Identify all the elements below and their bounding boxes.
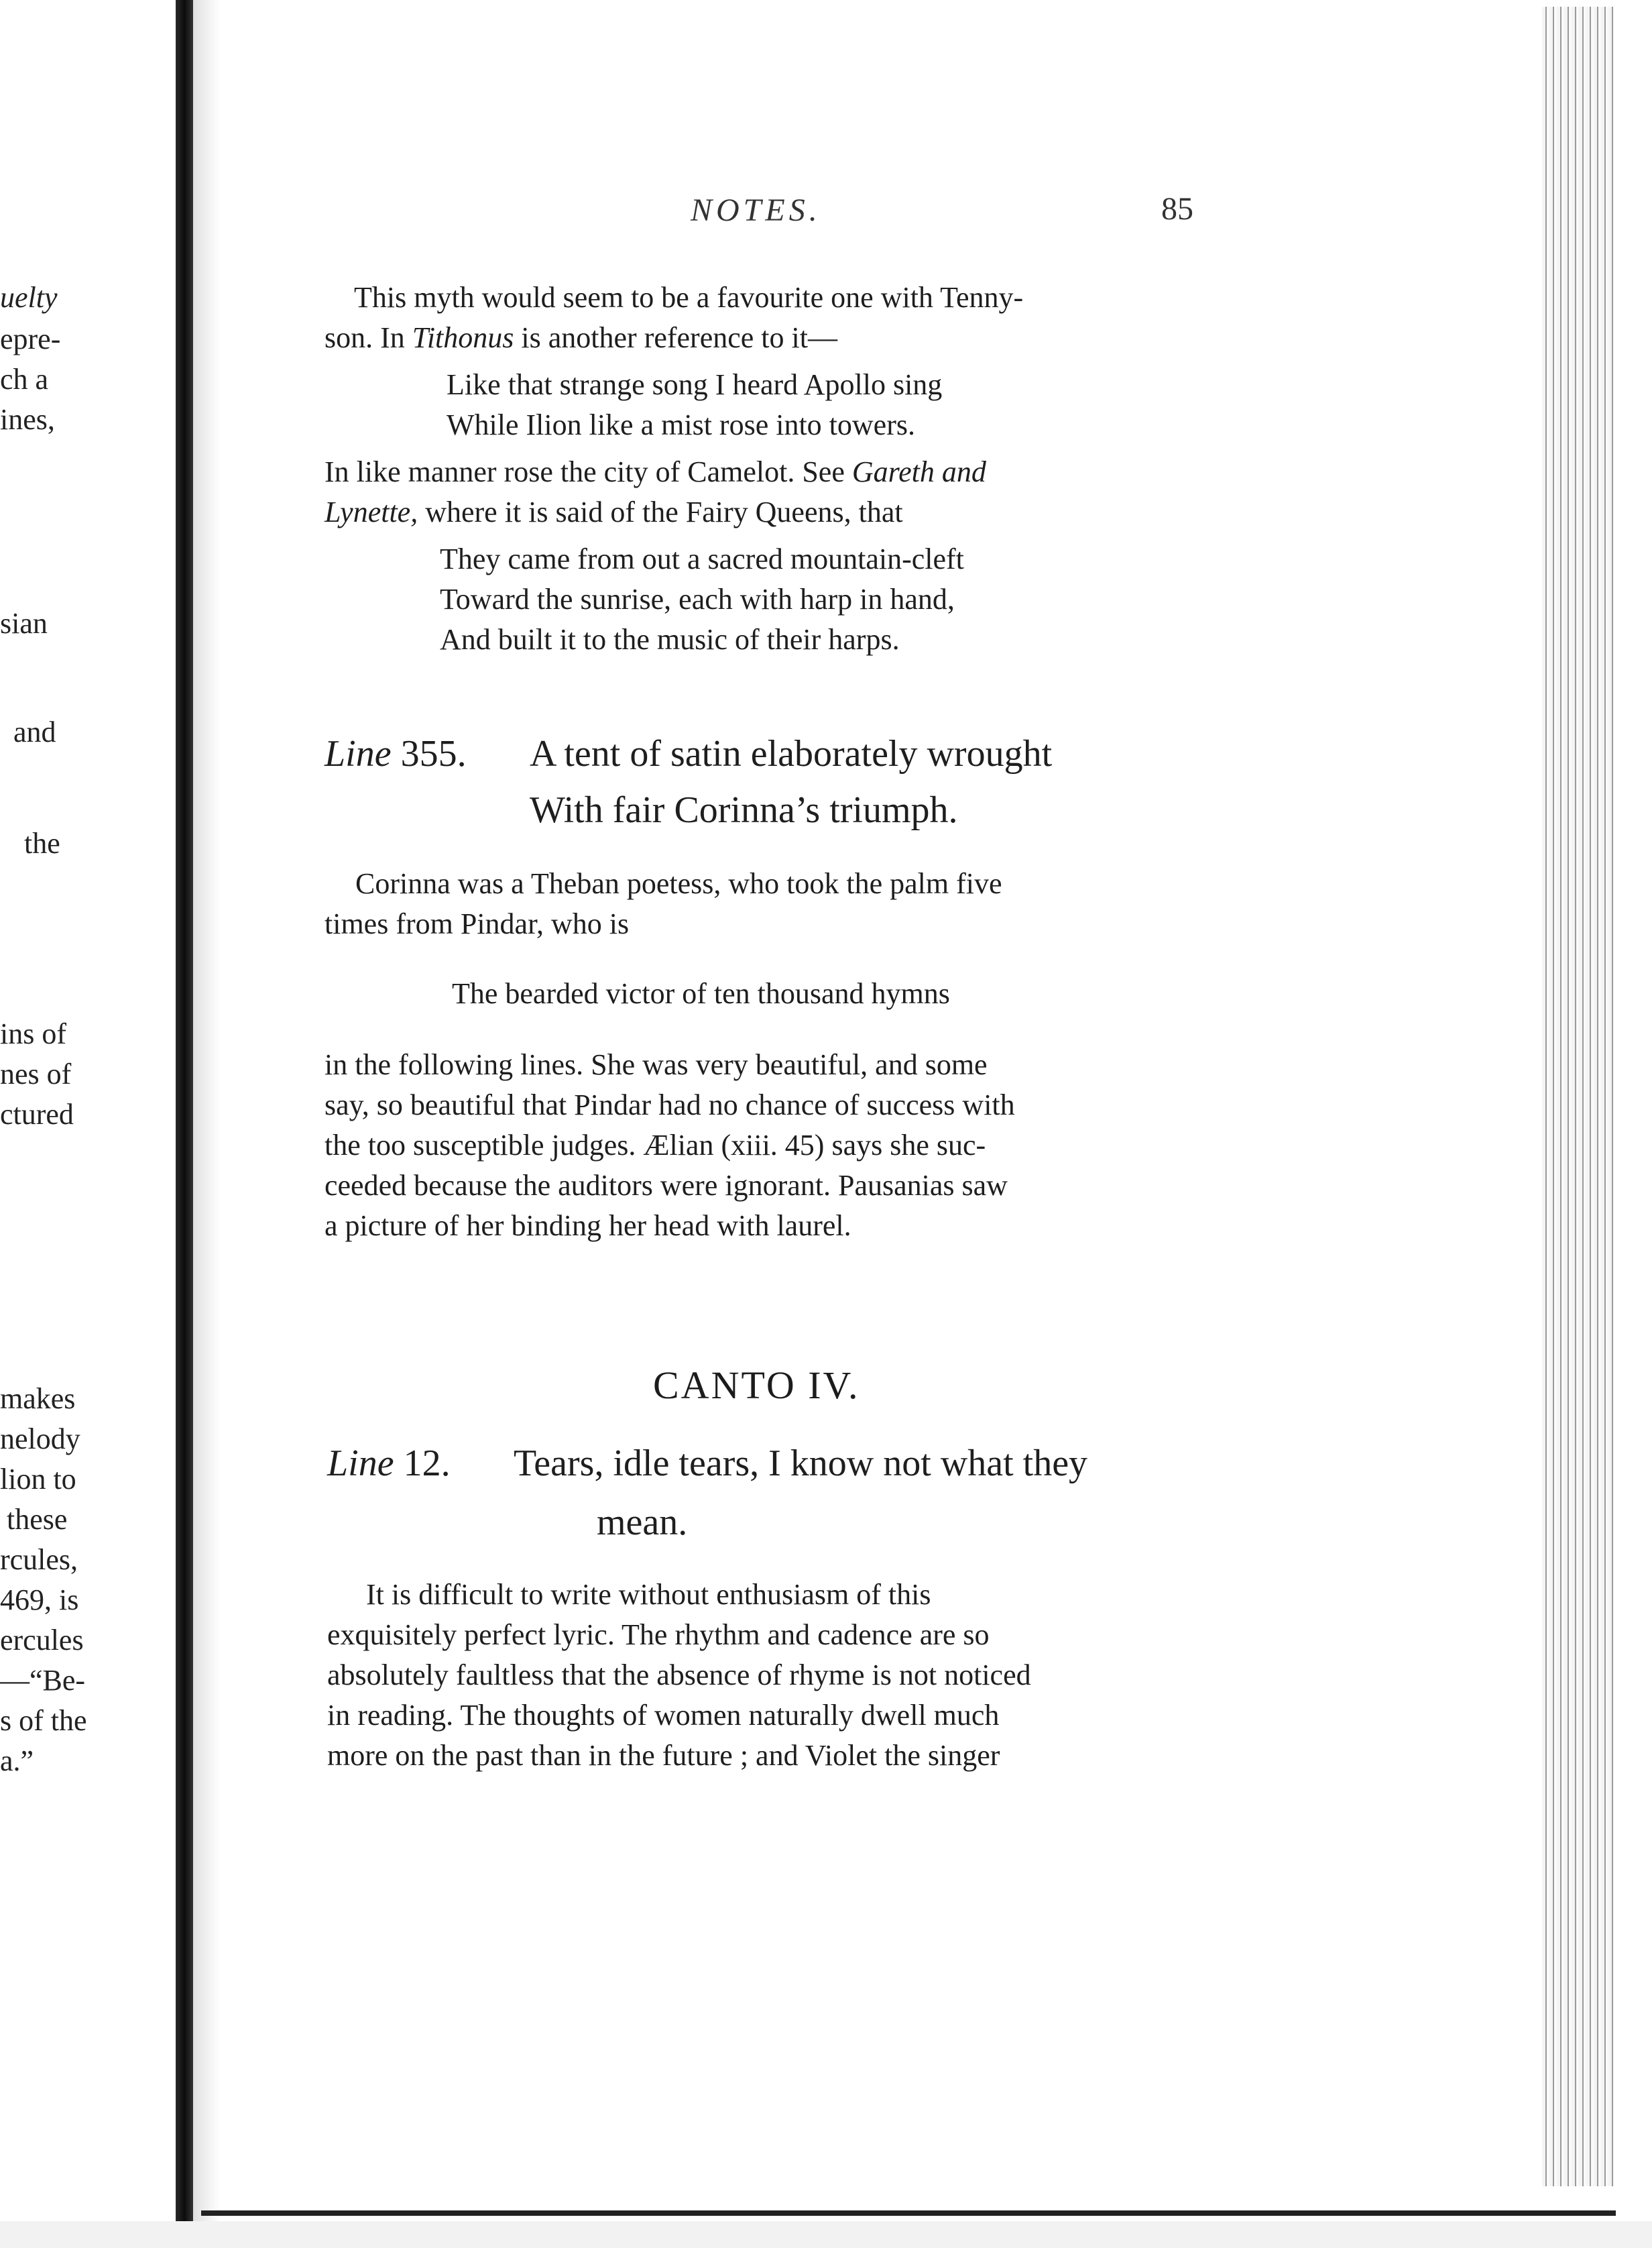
- quote-line: Like that strange song I heard Apollo sing: [447, 368, 943, 401]
- left-fragment: s of the: [0, 1704, 87, 1737]
- text-line: exquisitely perfect lyric. The rhythm and cadence are so: [327, 1618, 990, 1651]
- bottom-band: [0, 2221, 1652, 2248]
- left-fragment: 469, is: [0, 1583, 79, 1616]
- text-run: son. In: [324, 321, 412, 354]
- left-fragment: nelody: [0, 1422, 80, 1455]
- left-fragment: uelty: [0, 281, 58, 314]
- quote-line: And built it to the music of their harps.: [440, 623, 900, 656]
- left-fragment: rcules,: [0, 1543, 78, 1576]
- line-number: 355.: [400, 733, 467, 775]
- text-run: where it is said of the Fairy Queens, that: [418, 496, 903, 528]
- text-run: is another reference to it—: [514, 321, 837, 354]
- text-line: say, so beautiful that Pindar had no chance of success with: [324, 1088, 1015, 1121]
- page-number: 85: [1161, 191, 1193, 227]
- cited-line: mean.: [597, 1502, 688, 1543]
- quote-line: While Ilion like a mist rose into towers.: [447, 408, 915, 441]
- text-line: absolutely faultless that the absence of rhyme is not noticed: [327, 1659, 1031, 1691]
- text-line: more on the past than in the future ; and Violet the singer: [327, 1739, 1000, 1772]
- line-reference: [327, 1442, 451, 1485]
- text-line: This myth would seem to be a favourite one with Tenny-: [354, 281, 1024, 314]
- cited-line: With fair Corinna’s triumph.: [530, 789, 958, 831]
- line-label: Line: [324, 733, 392, 775]
- text-line: the too susceptible judges. Ælian (xiii. 45) says she suc-: [324, 1129, 986, 1162]
- page-edge-margin: [1614, 0, 1652, 2248]
- left-fragment: ins of: [0, 1017, 66, 1050]
- work-title: Gareth and: [851, 455, 986, 488]
- cited-line: Tears, idle tears, I know not what they: [514, 1443, 1088, 1484]
- book-spine: [176, 0, 193, 2248]
- left-fragment: ctured: [0, 1098, 74, 1131]
- text-line: [324, 455, 986, 489]
- work-title: Lynette,: [324, 496, 418, 528]
- running-header: NOTES.: [691, 192, 821, 228]
- left-fragment: ines,: [0, 403, 55, 436]
- text-run: In like manner rose the city of Camelot. See: [324, 455, 852, 488]
- left-fragment: epre-: [0, 323, 61, 355]
- text-line: in reading. The thoughts of women naturally dwell much: [327, 1699, 1000, 1732]
- left-fragment: these: [7, 1503, 68, 1536]
- line-label: Line: [327, 1443, 394, 1484]
- text-line: ceeded because the auditors were ignorant. Pausanias saw: [324, 1169, 1008, 1202]
- quote-line: They came from out a sacred mountain-cleft: [440, 543, 964, 575]
- section-heading: CANTO IV.: [653, 1363, 860, 1407]
- text-line: a picture of her binding her head with laurel.: [324, 1209, 851, 1242]
- spine-shadow: [193, 0, 220, 2248]
- work-title: Tithonus: [412, 321, 514, 354]
- quote-line: The bearded victor of ten thousand hymns: [452, 977, 950, 1010]
- text-line: It is difficult to write without enthusiasm of this: [366, 1578, 931, 1611]
- quote-line: Toward the sunrise, each with harp in hand,: [440, 583, 955, 616]
- left-fragment: ch a: [0, 363, 49, 396]
- left-fragment: makes: [0, 1382, 76, 1415]
- left-fragment: sian: [0, 607, 48, 640]
- left-fragment: ercules: [0, 1624, 84, 1656]
- line-reference: [324, 732, 467, 775]
- text-line: Corinna was a Theban poetess, who took the palm five: [355, 867, 1002, 900]
- left-fragment: and: [13, 716, 56, 748]
- page-edge-stack: [1542, 7, 1617, 2186]
- left-fragment: —“Be-: [0, 1664, 86, 1697]
- left-fragment: lion to: [0, 1463, 76, 1496]
- text-line: [324, 495, 903, 529]
- line-number: 12.: [403, 1443, 451, 1484]
- cited-line: A tent of satin elaborately wrought: [530, 733, 1053, 775]
- text-line: [324, 321, 837, 355]
- bottom-page-edge: [201, 2210, 1616, 2216]
- left-fragment: nes of: [0, 1058, 72, 1090]
- text-line: in the following lines. She was very beautiful, and some: [324, 1048, 988, 1081]
- left-fragment: the: [24, 827, 60, 860]
- text-line: times from Pindar, who is: [324, 907, 630, 940]
- left-fragment: a.”: [0, 1744, 34, 1777]
